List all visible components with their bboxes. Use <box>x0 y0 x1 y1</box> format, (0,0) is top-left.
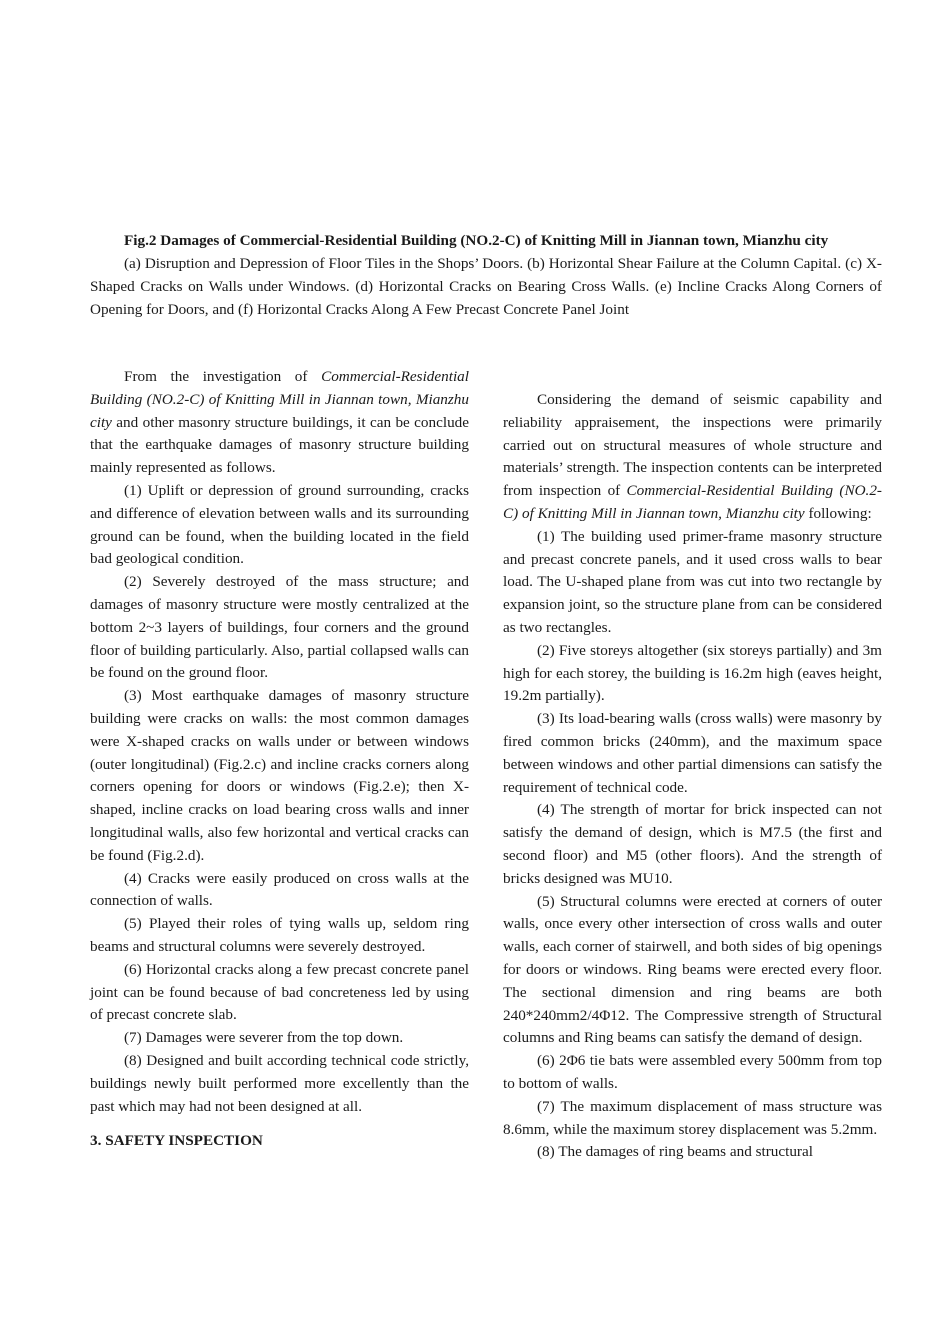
inspection-item-5: (5) Structural columns were erected at corners of outer walls, once every other intersection of cross walls and outer walls, each corner of stairwell, and both sides of big openings for doors or windows. Ring beams were erected every floor. The sectional dimension and ring beams are both 240*240mm2/4Φ12. The Compressive strength of Structural columns and Ring beams can satisfy the demand of design. <box>503 892 882 1047</box>
building-name-italic: Commercial-Residential Building (NO.2-C) of Knitting Mill in Jiannan town, Mianzhu city <box>503 482 882 522</box>
figure-caption <box>90 229 882 321</box>
figure-caption-title: Fig.2 Damages of Commercial-Residential Building (NO.2-C) of Knitting Mill in Jiannan town, Mianzhu city <box>124 232 829 249</box>
damage-item-1: (1) Uplift or depression of ground surrounding, cracks and difference of elevation between walls and its surrounding ground can be found, when the building located in the field bad geological condition. <box>90 481 469 568</box>
right-column <box>503 389 882 1164</box>
damage-item-3: (3) Most earthquake damages of masonry structure building were cracks on walls: the most common damages were X-shaped cracks on walls under or between windows (outer longitudinal) (Fig.2.c) and incline cracks corners along corners opening for doors or windows (Fig.2.e); then X-shaped, incline cracks on load bearing cross walls and inner longitudinal walls, also few horizontal and vertical cracks can be found (Fig.2.d). <box>90 687 469 864</box>
inspection-item-1: (1) The building used primer-frame masonry structure and precast concrete panels, and it used cross walls to bear load. The U-shaped plane from was cut into two rectangle by expansion joint, so the structure plane from can be considered as two rectangles. <box>503 527 882 636</box>
damage-item-4: (4) Cracks were easily produced on cross walls at the connection of walls. <box>90 869 469 910</box>
inspection-item-3: (3) Its load-bearing walls (cross walls) were masonry by fired common bricks (240mm), and the maximum space between windows and other partial dimensions can satisfy the requirement of technical code. <box>503 710 882 796</box>
damage-item-6: (6) Horizontal cracks along a few precast concrete panel joint can be found because of bad concreteness led by using of precast concrete slab. <box>90 960 469 1024</box>
left-intro-paragraph: From the investigation of Commercial-Residential Building (NO.2-C) of Knitting Mill in Jiannan town, Mianzhu city and other masonry structure buildings, it can be conclude that the earthquake damages of masonry structure building mainly represented as follows. <box>90 368 469 477</box>
building-name-italic: Commercial-Residential Building (NO.2-C) of Knitting Mill in Jiannan town, Mianzhu city <box>90 368 469 431</box>
inspection-item-7: (7) The maximum displacement of mass structure was 8.6mm, while the maximum storey displacement was 5.2mm. <box>503 1097 882 1138</box>
damage-item-5: (5) Played their roles of tying walls up, seldom ring beams and structural columns were severely destroyed. <box>90 915 469 955</box>
inspection-item-2: (2) Five storeys altogether (six storeys partially) and 3m high for each storey, the building is 16.2m high (eaves height, 19.2m partially). <box>503 641 882 705</box>
inspection-item-8: (8) The damages of ring beams and structural <box>537 1143 813 1161</box>
inspection-item-6: (6) 2Φ6 tie bats were assembled every 500mm from top to bottom of walls. <box>503 1052 882 1092</box>
inspection-item-4: (4) The strength of mortar for brick inspected can not satisfy the demand of design, which is M7.5 (the first and second floor) and M5 (other floors). And the strength of bricks designed was MU10. <box>503 801 882 887</box>
section-heading: 3. SAFETY INSPECTION <box>90 1132 263 1150</box>
damage-item-2: (2) Severely destroyed of the mass structure; and damages of masonry structure were mostly centralized at the bottom 2~3 layers of buildings, four corners and the ground floor of building particularly. Also, partial collapsed walls can be found on the ground floor. <box>90 573 469 682</box>
damage-item-8: (8) Designed and built according technical code strictly, buildings newly built performed more excellently than the past which may had not been designed at all. <box>90 1051 469 1115</box>
left-column <box>90 366 469 1153</box>
figure-subcaptions: (a) Disruption and Depression of Floor Tiles in the Shops’ Doors. (b) Horizontal Shear Failure at the Column Capital. (c) X-Shaped Cracks on Walls under Windows. (d) Horizontal Cracks on Bearing Cross Walls. (e) Incline Cracks Along Corners of Opening for Doors, and (f) Horizontal Cracks Along A Few Precast Concrete Panel Joint <box>90 255 882 318</box>
right-intro-paragraph: Considering the demand of seismic capability and reliability appraisement, the inspections were primarily carried out on structural measures of whole structure and materials’ strength. The inspection contents can be interpreted from inspection of Commercial-Residential Building (NO.2-C) of Knitting Mill in Jiannan town, Mianzhu city following: <box>503 391 882 522</box>
damage-item-7: (7) Damages were severer from the top down. <box>124 1029 404 1047</box>
